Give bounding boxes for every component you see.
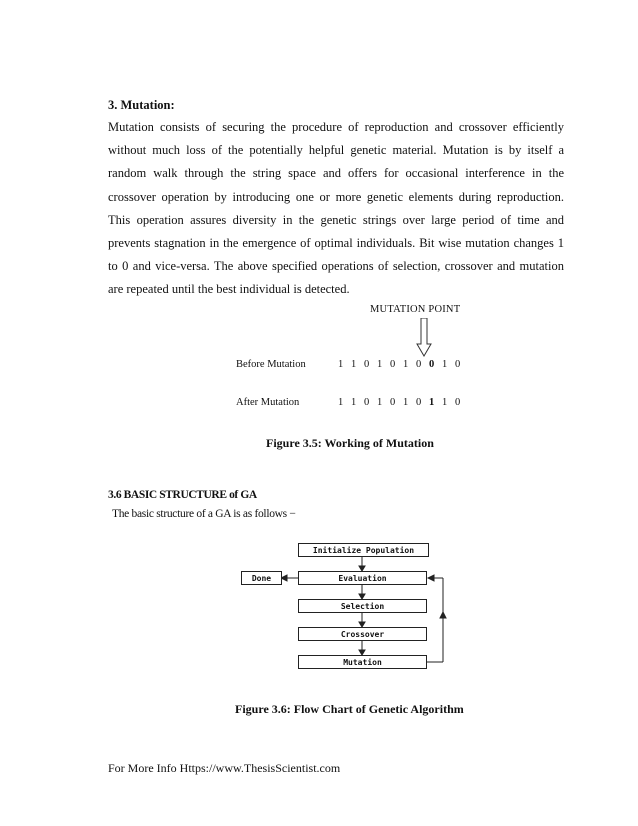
bit: 1 <box>351 359 357 370</box>
structure-intro: The basic structure of a GA is as follows − <box>112 508 296 520</box>
crossover-box: Crossover <box>298 627 427 641</box>
bit: 1 <box>377 359 383 370</box>
mutation-point-label: MUTATION POINT <box>370 304 461 315</box>
bit: 0 <box>364 397 370 408</box>
initialize-population-box: Initialize Population <box>298 543 429 557</box>
paragraph-line: Mutation consists of securing the procedure of reproduction and crossover efficiently <box>108 120 564 134</box>
bit: 0 <box>390 397 396 408</box>
bit: 1 <box>351 397 357 408</box>
figure-3-6-caption: Figure 3.6: Flow Chart of Genetic Algorithm <box>235 702 464 716</box>
paragraph-line: are repeated until the best individual is detected. <box>108 282 350 297</box>
footer-info: For More Info Https://www.ThesisScientist.com <box>108 761 341 775</box>
bit: 0 <box>416 359 422 370</box>
figure-3-5-caption: Figure 3.5: Working of Mutation <box>266 436 434 450</box>
bit: 0 <box>455 359 461 370</box>
before-mutation-label: Before Mutation <box>236 359 306 370</box>
bit: 1 <box>377 397 383 408</box>
bit: 1 <box>403 359 409 370</box>
mutation-box: Mutation <box>298 655 427 669</box>
bit: 1 <box>442 397 448 408</box>
paragraph-line: This operation assures diversity in the genetic strings over large period of time and <box>108 212 564 227</box>
done-box: Done <box>241 571 282 585</box>
bit: 1 <box>338 397 344 408</box>
paragraph-line: to 0 and vice-versa. The above specified operations of selection, crossover and mutation <box>108 259 564 274</box>
paragraph-line: random walk through the string space and offers for occasional interference in the <box>108 166 564 181</box>
bit: 0 <box>390 359 396 370</box>
bit: 0 <box>455 397 461 408</box>
paragraph-line: without much loss of the potentially helpful genetic material. Mutation is by itself a <box>108 143 564 158</box>
bit: 0 <box>416 397 422 408</box>
bit: 0 <box>429 359 435 370</box>
bit: 1 <box>338 359 344 370</box>
paragraph-line: crossover operation by introducing one or more genetic elements during reproduction. <box>108 189 564 204</box>
evaluation-box: Evaluation <box>298 571 427 585</box>
paragraph-line: prevents stagnation in the emergence of optimal individuals. Bit wise mutation changes 1 <box>108 235 564 250</box>
bit: 1 <box>403 397 409 408</box>
after-mutation-label: After Mutation <box>236 397 300 408</box>
mutation-heading: 3. Mutation: <box>108 98 175 112</box>
structure-heading: 3.6 BASIC STRUCTURE of GA <box>108 489 257 501</box>
bit: 1 <box>429 397 435 408</box>
selection-box: Selection <box>298 599 427 613</box>
bit: 1 <box>442 359 448 370</box>
bit: 0 <box>364 359 370 370</box>
